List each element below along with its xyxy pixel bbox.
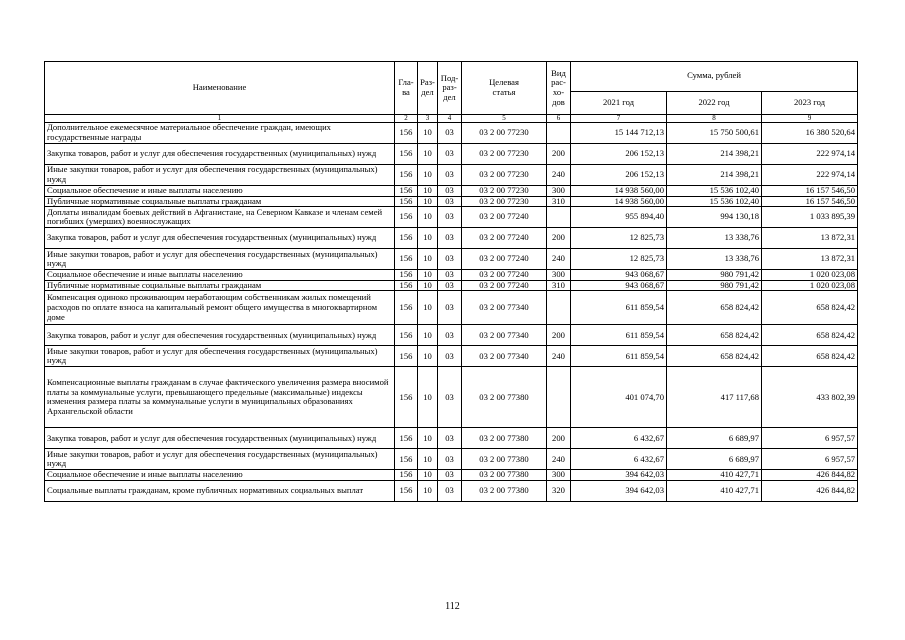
row-target-article: 03 2 00 77340 <box>462 346 547 367</box>
row-amount-2021: 611 859,54 <box>571 325 667 346</box>
row-amount-2023: 658 824,42 <box>762 346 858 367</box>
row-amount-2023: 658 824,42 <box>762 325 858 346</box>
row-podrazdel: 03 <box>438 249 462 270</box>
row-razdel: 10 <box>418 428 438 449</box>
row-glava: 156 <box>395 207 418 228</box>
row-glava: 156 <box>395 186 418 197</box>
column-number: 8 <box>667 115 762 123</box>
row-podrazdel: 03 <box>438 325 462 346</box>
row-name: Закупка товаров, работ и услуг для обеспечения государственных (муниципальных) нужд <box>45 144 395 165</box>
row-expense-type: 240 <box>547 249 571 270</box>
row-expense-type: 200 <box>547 428 571 449</box>
row-amount-2021: 943 068,67 <box>571 270 667 281</box>
row-amount-2023: 13 872,31 <box>762 228 858 249</box>
table-row <box>45 270 858 281</box>
row-podrazdel: 03 <box>438 480 462 501</box>
row-target-article: 03 2 00 77340 <box>462 291 547 325</box>
row-podrazdel: 03 <box>438 270 462 281</box>
row-razdel: 10 <box>418 207 438 228</box>
row-target-article: 03 2 00 77240 <box>462 228 547 249</box>
row-name: Публичные нормативные социальные выплаты гражданам <box>45 280 395 291</box>
table-row <box>45 249 858 270</box>
row-glava: 156 <box>395 270 418 281</box>
table-row <box>45 346 858 367</box>
header-razdel: Раз- дел <box>418 62 438 115</box>
row-name: Иные закупки товаров, работ и услуг для обеспечения государственных (муниципальных) нужд <box>45 449 395 470</box>
row-glava: 156 <box>395 228 418 249</box>
row-podrazdel: 03 <box>438 207 462 228</box>
row-amount-2021: 15 144 712,13 <box>571 123 667 144</box>
row-name: Иные закупки товаров, работ и услуг для обеспечения государственных (муниципальных) нужд <box>45 249 395 270</box>
row-razdel: 10 <box>418 280 438 291</box>
row-podrazdel: 03 <box>438 123 462 144</box>
table-row <box>45 165 858 186</box>
row-expense-type: 240 <box>547 346 571 367</box>
row-amount-2021: 6 432,67 <box>571 428 667 449</box>
row-glava: 156 <box>395 196 418 207</box>
row-expense-type: 300 <box>547 470 571 481</box>
row-podrazdel: 03 <box>438 196 462 207</box>
row-podrazdel: 03 <box>438 280 462 291</box>
row-target-article: 03 2 00 77380 <box>462 367 547 428</box>
row-name: Социальное обеспечение и иные выплаты населению <box>45 186 395 197</box>
row-razdel: 10 <box>418 144 438 165</box>
row-expense-type: 200 <box>547 144 571 165</box>
row-name: Публичные нормативные социальные выплаты гражданам <box>45 196 395 207</box>
row-amount-2022: 980 791,42 <box>667 270 762 281</box>
header-2021: 2021 год <box>571 91 667 114</box>
row-podrazdel: 03 <box>438 165 462 186</box>
row-expense-type <box>547 367 571 428</box>
row-amount-2022: 410 427,71 <box>667 480 762 501</box>
row-podrazdel: 03 <box>438 470 462 481</box>
row-amount-2021: 6 432,67 <box>571 449 667 470</box>
row-amount-2023: 433 802,39 <box>762 367 858 428</box>
row-amount-2021: 12 825,73 <box>571 228 667 249</box>
row-target-article: 03 2 00 77380 <box>462 470 547 481</box>
column-number: 1 <box>45 115 395 123</box>
row-razdel: 10 <box>418 470 438 481</box>
row-podrazdel: 03 <box>438 449 462 470</box>
header-glava: Гла- ва <box>395 62 418 115</box>
row-amount-2021: 611 859,54 <box>571 346 667 367</box>
table-row <box>45 196 858 207</box>
row-razdel: 10 <box>418 165 438 186</box>
table-row <box>45 470 858 481</box>
row-amount-2021: 394 642,03 <box>571 480 667 501</box>
row-amount-2022: 658 824,42 <box>667 325 762 346</box>
page-number: 112 <box>445 601 460 612</box>
row-name: Дополнительное ежемесячное материальное обеспечение граждан, имеющих государственные награды <box>45 123 395 144</box>
row-glava: 156 <box>395 291 418 325</box>
column-numbers-row <box>45 115 858 123</box>
row-glava: 156 <box>395 449 418 470</box>
row-name: Социальное обеспечение и иные выплаты населению <box>45 270 395 281</box>
row-razdel: 10 <box>418 291 438 325</box>
table-row <box>45 123 858 144</box>
row-amount-2023: 16 157 546,50 <box>762 186 858 197</box>
row-amount-2021: 611 859,54 <box>571 291 667 325</box>
row-amount-2023: 1 020 023,08 <box>762 270 858 281</box>
row-razdel: 10 <box>418 228 438 249</box>
row-amount-2023: 13 872,31 <box>762 249 858 270</box>
row-amount-2021: 394 642,03 <box>571 470 667 481</box>
row-amount-2021: 14 938 560,00 <box>571 186 667 197</box>
row-podrazdel: 03 <box>438 228 462 249</box>
row-expense-type: 200 <box>547 228 571 249</box>
row-name: Компенсация одиноко проживающим неработающим собственникам жилых помещений расходов по оплате взноса на капитальный ремонт общего имущества в многоквартирном доме <box>45 291 395 325</box>
row-expense-type <box>547 291 571 325</box>
row-razdel: 10 <box>418 325 438 346</box>
row-target-article: 03 2 00 77240 <box>462 280 547 291</box>
header-vid: Вид рас- хо- дов <box>547 62 571 115</box>
row-amount-2023: 222 974,14 <box>762 144 858 165</box>
table-row <box>45 280 858 291</box>
row-name: Закупка товаров, работ и услуг для обеспечения государственных (муниципальных) нужд <box>45 228 395 249</box>
row-glava: 156 <box>395 470 418 481</box>
row-expense-type: 240 <box>547 165 571 186</box>
header-podrazdel: Под- раз- дел <box>438 62 462 115</box>
table-row <box>45 325 858 346</box>
row-glava: 156 <box>395 165 418 186</box>
row-name: Иные закупки товаров, работ и услуг для обеспечения государственных (муниципальных) нужд <box>45 165 395 186</box>
row-glava: 156 <box>395 428 418 449</box>
row-amount-2021: 401 074,70 <box>571 367 667 428</box>
row-podrazdel: 03 <box>438 428 462 449</box>
header-2022: 2022 год <box>667 91 762 114</box>
row-amount-2023: 1 033 895,39 <box>762 207 858 228</box>
row-amount-2021: 12 825,73 <box>571 249 667 270</box>
row-amount-2023: 426 844,82 <box>762 480 858 501</box>
row-target-article: 03 2 00 77230 <box>462 196 547 207</box>
row-razdel: 10 <box>418 367 438 428</box>
row-glava: 156 <box>395 367 418 428</box>
row-expense-type: 320 <box>547 480 571 501</box>
row-razdel: 10 <box>418 123 438 144</box>
row-amount-2023: 1 020 023,08 <box>762 280 858 291</box>
column-number: 2 <box>395 115 418 123</box>
row-amount-2023: 6 957,57 <box>762 449 858 470</box>
row-name: Социальные выплаты гражданам, кроме публичных нормативных социальных выплат <box>45 480 395 501</box>
row-razdel: 10 <box>418 449 438 470</box>
row-amount-2021: 14 938 560,00 <box>571 196 667 207</box>
column-number: 5 <box>462 115 547 123</box>
row-amount-2022: 13 338,76 <box>667 228 762 249</box>
row-glava: 156 <box>395 325 418 346</box>
row-amount-2023: 16 157 546,50 <box>762 196 858 207</box>
row-amount-2023: 222 974,14 <box>762 165 858 186</box>
row-glava: 156 <box>395 280 418 291</box>
row-name: Доплаты инвалидам боевых действий в Афганистане, на Северном Кавказе и членам семей погибших (умерших) военнослужащих <box>45 207 395 228</box>
table-row <box>45 449 858 470</box>
row-glava: 156 <box>395 123 418 144</box>
budget-table <box>44 61 858 502</box>
row-amount-2023: 6 957,57 <box>762 428 858 449</box>
column-number: 3 <box>418 115 438 123</box>
row-amount-2022: 15 750 500,61 <box>667 123 762 144</box>
row-expense-type: 310 <box>547 280 571 291</box>
row-amount-2022: 6 689,97 <box>667 428 762 449</box>
row-amount-2022: 417 117,68 <box>667 367 762 428</box>
row-expense-type: 240 <box>547 449 571 470</box>
table-row <box>45 207 858 228</box>
row-razdel: 10 <box>418 346 438 367</box>
row-razdel: 10 <box>418 196 438 207</box>
column-number: 4 <box>438 115 462 123</box>
row-target-article: 03 2 00 77340 <box>462 325 547 346</box>
row-podrazdel: 03 <box>438 367 462 428</box>
row-amount-2023: 16 380 520,64 <box>762 123 858 144</box>
row-target-article: 03 2 00 77240 <box>462 207 547 228</box>
row-podrazdel: 03 <box>438 291 462 325</box>
row-target-article: 03 2 00 77230 <box>462 165 547 186</box>
row-amount-2022: 980 791,42 <box>667 280 762 291</box>
row-target-article: 03 2 00 77230 <box>462 123 547 144</box>
table-row <box>45 291 858 325</box>
row-name: Закупка товаров, работ и услуг для обеспечения государственных (муниципальных) нужд <box>45 428 395 449</box>
row-glava: 156 <box>395 144 418 165</box>
row-amount-2021: 955 894,40 <box>571 207 667 228</box>
header-celevaya: Целевая статья <box>462 62 547 115</box>
row-amount-2023: 426 844,82 <box>762 470 858 481</box>
row-amount-2022: 214 398,21 <box>667 144 762 165</box>
row-expense-type: 310 <box>547 196 571 207</box>
table-row <box>45 367 858 428</box>
row-name: Компенсационные выплаты гражданам в случае фактического увеличения размера вносимой платы за коммунальные услуги, превышающего предельные (максимальные) индексы изменения размера платы за коммунальные услуги в муниципальных образованиях Архангельской области <box>45 367 395 428</box>
row-target-article: 03 2 00 77230 <box>462 186 547 197</box>
table-row <box>45 144 858 165</box>
row-amount-2022: 214 398,21 <box>667 165 762 186</box>
row-amount-2022: 6 689,97 <box>667 449 762 470</box>
header-name: Наименование <box>45 62 395 115</box>
row-amount-2022: 410 427,71 <box>667 470 762 481</box>
row-target-article: 03 2 00 77380 <box>462 428 547 449</box>
row-target-article: 03 2 00 77230 <box>462 144 547 165</box>
row-amount-2022: 658 824,42 <box>667 346 762 367</box>
row-amount-2021: 206 152,13 <box>571 144 667 165</box>
row-razdel: 10 <box>418 249 438 270</box>
table-row <box>45 428 858 449</box>
row-expense-type: 200 <box>547 325 571 346</box>
row-expense-type <box>547 207 571 228</box>
row-expense-type: 300 <box>547 186 571 197</box>
row-amount-2022: 15 536 102,40 <box>667 186 762 197</box>
row-amount-2022: 994 130,18 <box>667 207 762 228</box>
row-razdel: 10 <box>418 186 438 197</box>
row-target-article: 03 2 00 77380 <box>462 449 547 470</box>
table-row <box>45 480 858 501</box>
row-razdel: 10 <box>418 270 438 281</box>
row-razdel: 10 <box>418 480 438 501</box>
row-amount-2021: 206 152,13 <box>571 165 667 186</box>
column-number: 9 <box>762 115 858 123</box>
row-target-article: 03 2 00 77240 <box>462 270 547 281</box>
row-podrazdel: 03 <box>438 144 462 165</box>
column-number: 6 <box>547 115 571 123</box>
row-name: Социальное обеспечение и иные выплаты населению <box>45 470 395 481</box>
row-glava: 156 <box>395 480 418 501</box>
row-amount-2022: 13 338,76 <box>667 249 762 270</box>
row-podrazdel: 03 <box>438 186 462 197</box>
row-amount-2022: 658 824,42 <box>667 291 762 325</box>
header-summa: Сумма, рублей <box>571 62 858 92</box>
table-row <box>45 186 858 197</box>
row-glava: 156 <box>395 249 418 270</box>
table-row <box>45 228 858 249</box>
header-2023: 2023 год <box>762 91 858 114</box>
row-expense-type: 300 <box>547 270 571 281</box>
row-glava: 156 <box>395 346 418 367</box>
row-amount-2022: 15 536 102,40 <box>667 196 762 207</box>
row-amount-2023: 658 824,42 <box>762 291 858 325</box>
row-name: Закупка товаров, работ и услуг для обеспечения государственных (муниципальных) нужд <box>45 325 395 346</box>
row-amount-2021: 943 068,67 <box>571 280 667 291</box>
row-target-article: 03 2 00 77240 <box>462 249 547 270</box>
row-expense-type <box>547 123 571 144</box>
column-number: 7 <box>571 115 667 123</box>
row-name: Иные закупки товаров, работ и услуг для обеспечения государственных (муниципальных) нужд <box>45 346 395 367</box>
row-podrazdel: 03 <box>438 346 462 367</box>
row-target-article: 03 2 00 77380 <box>462 480 547 501</box>
